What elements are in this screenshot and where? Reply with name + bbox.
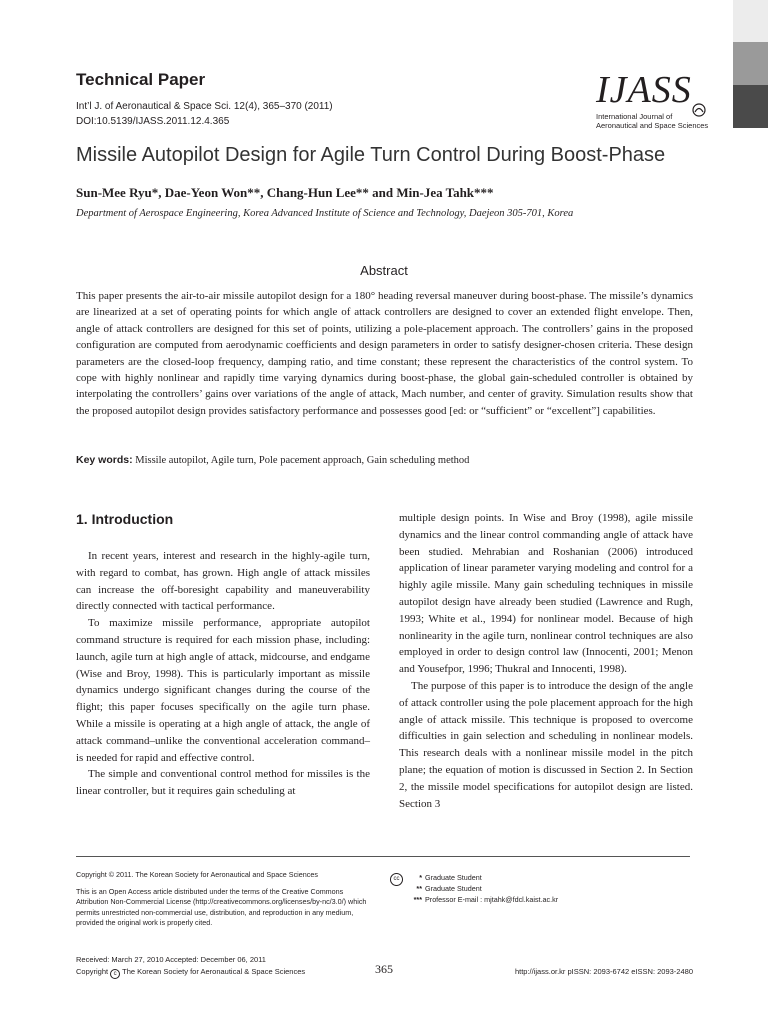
paragraph: To maximize missile performance, appropriate autopilot command structure is required for each mission phase, including: launch, agile turn at high angle of attack, midcourse, and endgame (Wise and Broy, 1998). This is particularly important as missile dynamics undergo significant changes during the course of the flight; this paper focuses specifically on the agile turn phase. While a missile is operating at a high angle of attack, the angle of attack command–unlike the conventional acceleration command–is needed for rapid and effective control. [76, 617, 370, 764]
abstract-heading: Abstract [360, 263, 408, 278]
paper-type-label: Technical Paper [76, 70, 206, 89]
body-column-right [399, 510, 693, 812]
footnote-text: Graduate Student [425, 873, 482, 882]
license-notice: This is an Open Access article distributed under the terms of the Creative Commons Attribution Non-Commercial License (http://creativecommons.org/licenses/by-nc/3.0/) which permits unrestricted non-commercial use, distribution, and reproduction in any medium, provided the original work is properly cited. [76, 887, 367, 927]
logo-subtitle-line1: International Journal of [596, 112, 673, 121]
logo-wordmark: IJASS [596, 69, 692, 111]
section-heading-introduction: 1. Introduction [76, 511, 174, 527]
author-footnote [405, 894, 558, 905]
author-footnote [405, 872, 558, 883]
footnote-mark: * [419, 873, 422, 882]
citation-block [76, 99, 333, 129]
journal-citation: Int’l J. of Aeronautical & Space Sci. 12(4), 365–370 (2011) [76, 101, 333, 112]
doi: DOI:10.5139/IJASS.2011.12.4.365 [76, 116, 230, 127]
edge-tab-light [733, 0, 768, 42]
logo-subtitle [596, 112, 708, 130]
author-footnotes [405, 872, 558, 905]
footer-copyright [76, 967, 305, 979]
abstract-body: This paper presents the air-to-air missile autopilot design for a 180° heading reversal maneuver during boost-phase. The missile’s dynamics are linearized at a set of operating points for which angle of attack controllers are designed to cover an extended flight envelope. Then, angle of attack controllers are designed for this set of points, utilizing a pole-placement approach. The controllers’ gains in the proposed configuration are computed from aerodynamic coefficients and design parameters in order to satisfy designer-chosen criteria. These design parameters are the closed-loop frequency, damping ratio, and time constant; these represent the characteristics of the control system. To cope with highly nonlinear and rapidly time varying dynamics during boost-phase, the global gain-scheduled controller is obtained by interpolating the controllers’ gains over variations of the angle of attack, Mach number, and center of gravity. Simulation results show that the proposed autopilot design provides satisfactory performance and possesses good [ed: or “sufficient” or “excellent”] capabilities. [76, 290, 693, 417]
paper-title: Missile Autopilot Design for Agile Turn Control During Boost-Phase [76, 144, 666, 166]
copyright-icon: c [110, 969, 120, 979]
creative-commons-icon: cc [390, 873, 403, 886]
author-list: Sun-Mee Ryu*, Dae-Yeon Won**, Chang-Hun Lee** and Min-Jea Tahk*** [76, 185, 494, 200]
copyright-notice: Copyright © 2011. The Korean Society for Aeronautical and Space Sciences [76, 870, 318, 879]
received-dates: Received: March 27, 2010 Accepted: December 06, 2011 [76, 955, 266, 964]
footnote-mark: *** [413, 895, 422, 904]
author-affiliation: Department of Aerospace Engineering, Korea Advanced Institute of Science and Technology, Daejeon 305-701, Korea [76, 208, 574, 219]
footnote-divider [76, 856, 690, 857]
journal-url-issn: http://ijass.or.kr pISSN: 2093-6742 eISSN: 2093-2480 [514, 967, 693, 976]
page-number: 365 [375, 962, 393, 976]
journal-logo [596, 70, 716, 134]
body-column-left [76, 548, 370, 800]
license-footnote [76, 870, 376, 935]
paragraph: In recent years, interest and research in the highly-agile turn, with regard to combat, has grown. High angle of attack missiles can increase the off-boresight capability and maneuverability directly connected with tactical performance. [76, 550, 370, 613]
footnote-mark: ** [416, 884, 422, 893]
footnote-text: Professor E-mail : mjtahk@fdcl.kaist.ac.kr [425, 895, 559, 904]
keywords-text: Missile autopilot, Agile turn, Pole pacement approach, Gain scheduling method [132, 455, 470, 466]
paragraph: multiple design points. In Wise and Broy (1998), agile missile dynamics and the linear control commanding angle of attack have been studied. Mehrabian and Roshanian (2006) introduced application of linear parameter varying modeling and control for a highly agile missile. Many gain scheduling techniques in missile autopilot design have already been studied (Lawrence and Rugh, 1993; White et al., 1994) for nonlinear model. Because of high nonlinearity in the agile turn, nonlinear control techniques are also employed in order to design control law (Innocenti, 2001; Menon and Yousefpor, 1996; Thukral and Innocenti, 1998). [399, 512, 693, 676]
keywords-label: Key words: [76, 454, 133, 466]
footnote-text: Graduate Student [425, 884, 482, 893]
logo-subtitle-line2: Aeronautical and Space Sciences [596, 121, 709, 130]
paragraph: The purpose of this paper is to introduce the design of the angle of attack controller using the pole placement approach for the high angle of attack missile. This technique is proposed to overcome difficulties in gain selection and scheduling in nonlinear models. This research deals with a nonlinear missile model in the pitch plane; the equation of motion is discussed in Section 2. In Section 2, the missile model specifications for autopilot design are listed. Section 3 [399, 679, 693, 810]
author-footnote [405, 883, 558, 894]
keywords [76, 454, 469, 466]
footer-copyright-text: The Korean Society for Aeronautical & Space Sciences [122, 967, 306, 976]
footer-copyright-prefix: Copyright [76, 967, 109, 976]
edge-tab-medium [733, 42, 768, 85]
edge-tab-dark [733, 85, 768, 128]
paragraph: The simple and conventional control method for missiles is the linear controller, but it requires gain scheduling at [76, 768, 370, 798]
